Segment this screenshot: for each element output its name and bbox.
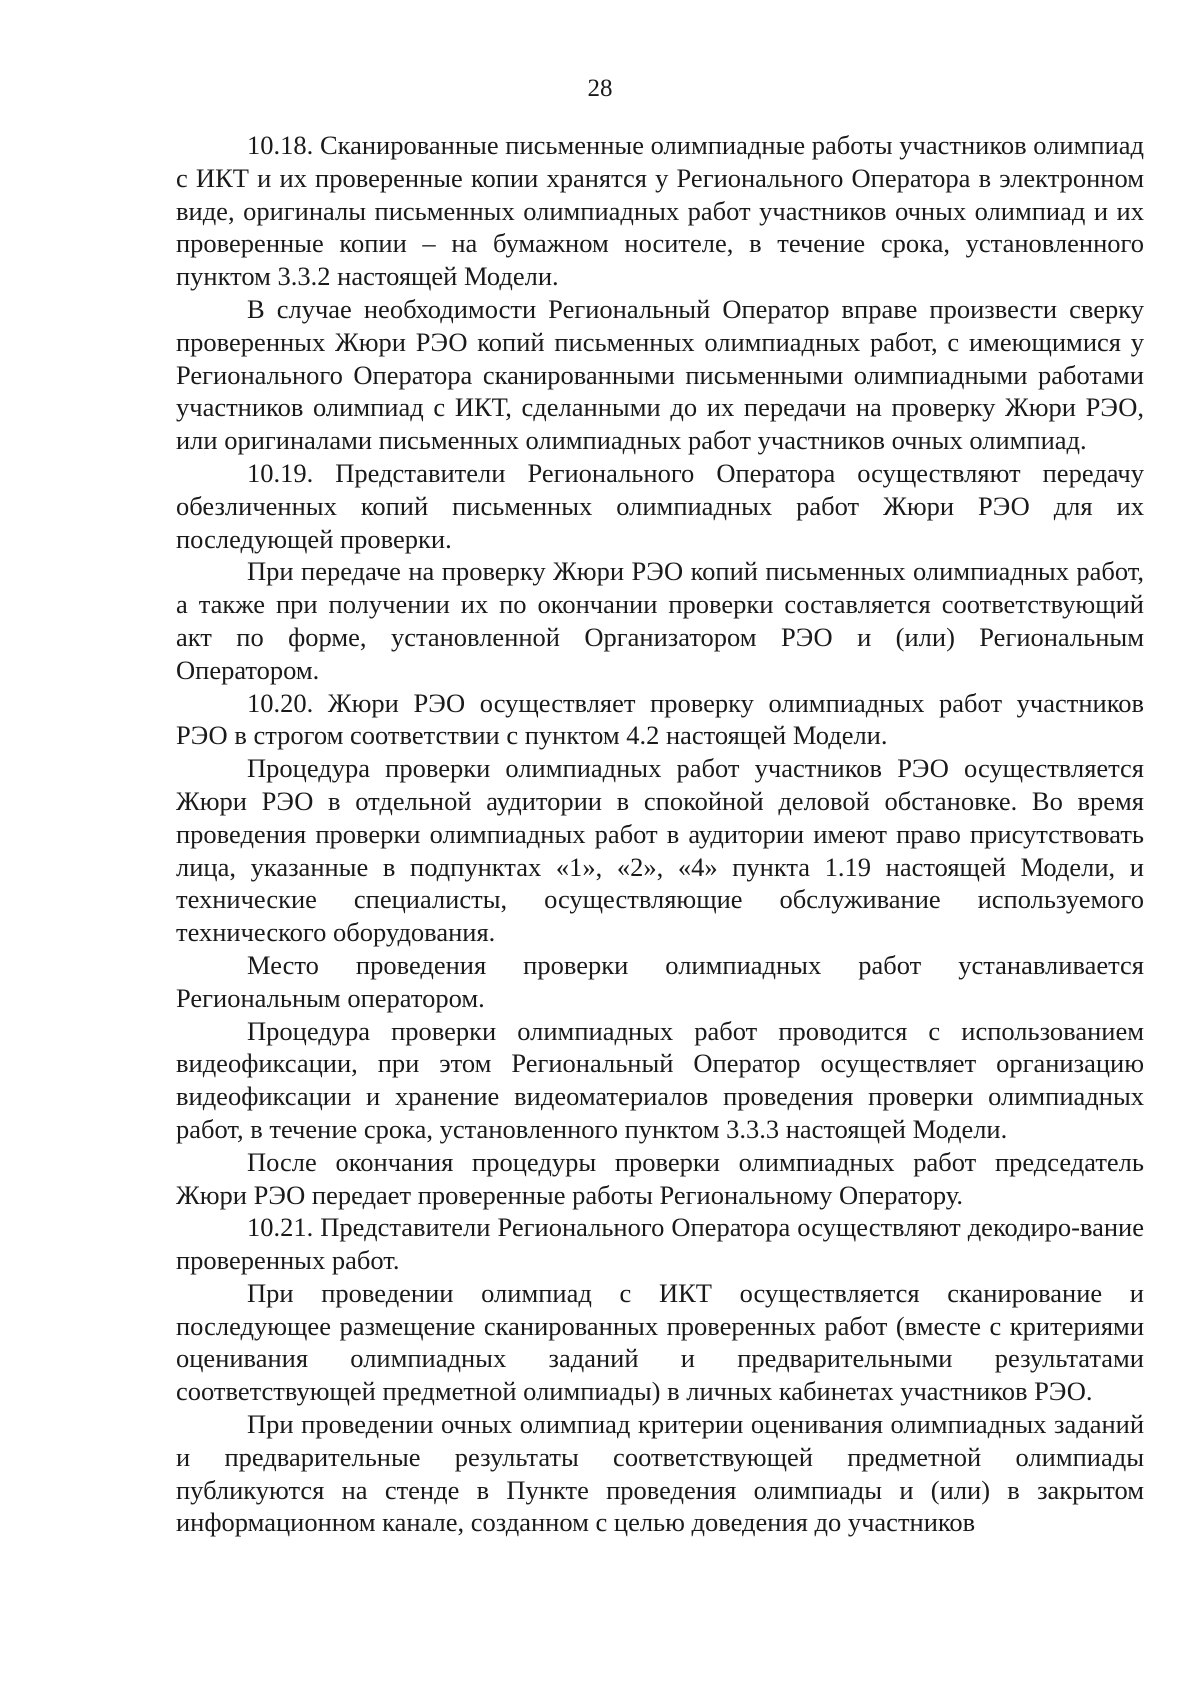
paragraph-10-19: 10.19. Представители Регионального Оператора осуществляют передачу обезличенных копий письменных олимпиадных работ Жюри РЭО для их последующей проверки.: [176, 457, 1144, 554]
paragraph-handover: После окончания процедуры проверки олимпиадных работ председатель Жюри РЭО передает проверенные работы Региональному Оператору.: [176, 1146, 1144, 1210]
page-number: 28: [587, 75, 613, 102]
paragraph-review-procedure: Процедура проверки олимпиадных работ участников РЭО осуществляется Жюри РЭО в отдельной аудитории в спокойной деловой обстановке. Во время проведения проверки олимпиадных работ в аудитории имеют право присутствовать лица, указанные в подпунктах «1», «2», «4» пункта 1.19 настоящей Модели, и технические специалисты, осуществляющие обслуживание используемого технического оборудования.: [176, 753, 1144, 948]
paragraph-reconciliation: В случае необходимости Региональный Оператор вправе произвести сверку проверенных Жюри РЭО копий письменных олимпиадных работ, с имеющимися у Регионального Оператора сканированными письменными олимпиадными работами участников олимпиад с ИКТ, сделанными до их передачи на проверку Жюри РЭО, или оригиналами письменных олимпиадных работ участников очных олимпиад.: [176, 293, 1144, 456]
paragraph-video-recording: Процедура проверки олимпиадных работ проводится с использованием видеофиксации, при этом Региональный Оператор осуществляет организацию видеофиксации и хранение видеоматериалов проведения проверки олимпиадных работ, в течение срока, установленного пунктом 3.3.3 настоящей Модели.: [176, 1015, 1144, 1144]
document-body: [176, 129, 1144, 1539]
paragraph-10-18: 10.18. Сканированные письменные олимпиадные работы участников олимпиад с ИКТ и их проверенные копии хранятся у Регионального Оператора в электронном виде, оригиналы письменных олимпиадных работ участников очных олимпиад и их проверенные копии – на бумажном носителе, в течение срока, установленного пунктом 3.3.2 настоящей Модели.: [176, 130, 1144, 292]
paragraph-review-location: Место проведения проверки олимпиадных работ устанавливается Региональным оператором.: [176, 949, 1144, 1013]
paragraph-10-20: 10.20. Жюри РЭО осуществляет проверку олимпиадных работ участников РЭО в строгом соответствии с пунктом 4.2 настоящей Модели.: [176, 687, 1144, 751]
paragraph-ikt-scanning: При проведении олимпиад с ИКТ осуществляется сканирование и последующее размещение сканированных проверенных работ (вместе с критериями оценивания олимпиадных заданий и предварительными результатами соответствующей предметной олимпиады) в личных кабинетах участников РЭО.: [176, 1277, 1144, 1407]
paragraph-10-21: 10.21. Представители Регионального Оператора осуществляют декодиро-вание проверенных работ.: [176, 1212, 1144, 1276]
paragraph-transfer-act: При передаче на проверку Жюри РЭО копий письменных олимпиадных работ, а также при получении их по окончании проверки составляется соответствующий акт по форме, установленной Организатором РЭО и (или) Региональным Оператором.: [176, 556, 1144, 685]
paragraph-in-person-results: При проведении очных олимпиад критерии оценивания олимпиадных заданий и предварительные результаты соответствующей предметной олимпиады публикуются на стенде в Пункте проведения олимпиады и (или) в закрытом информационном канале, созданном с целью доведения до участников: [176, 1409, 1144, 1538]
